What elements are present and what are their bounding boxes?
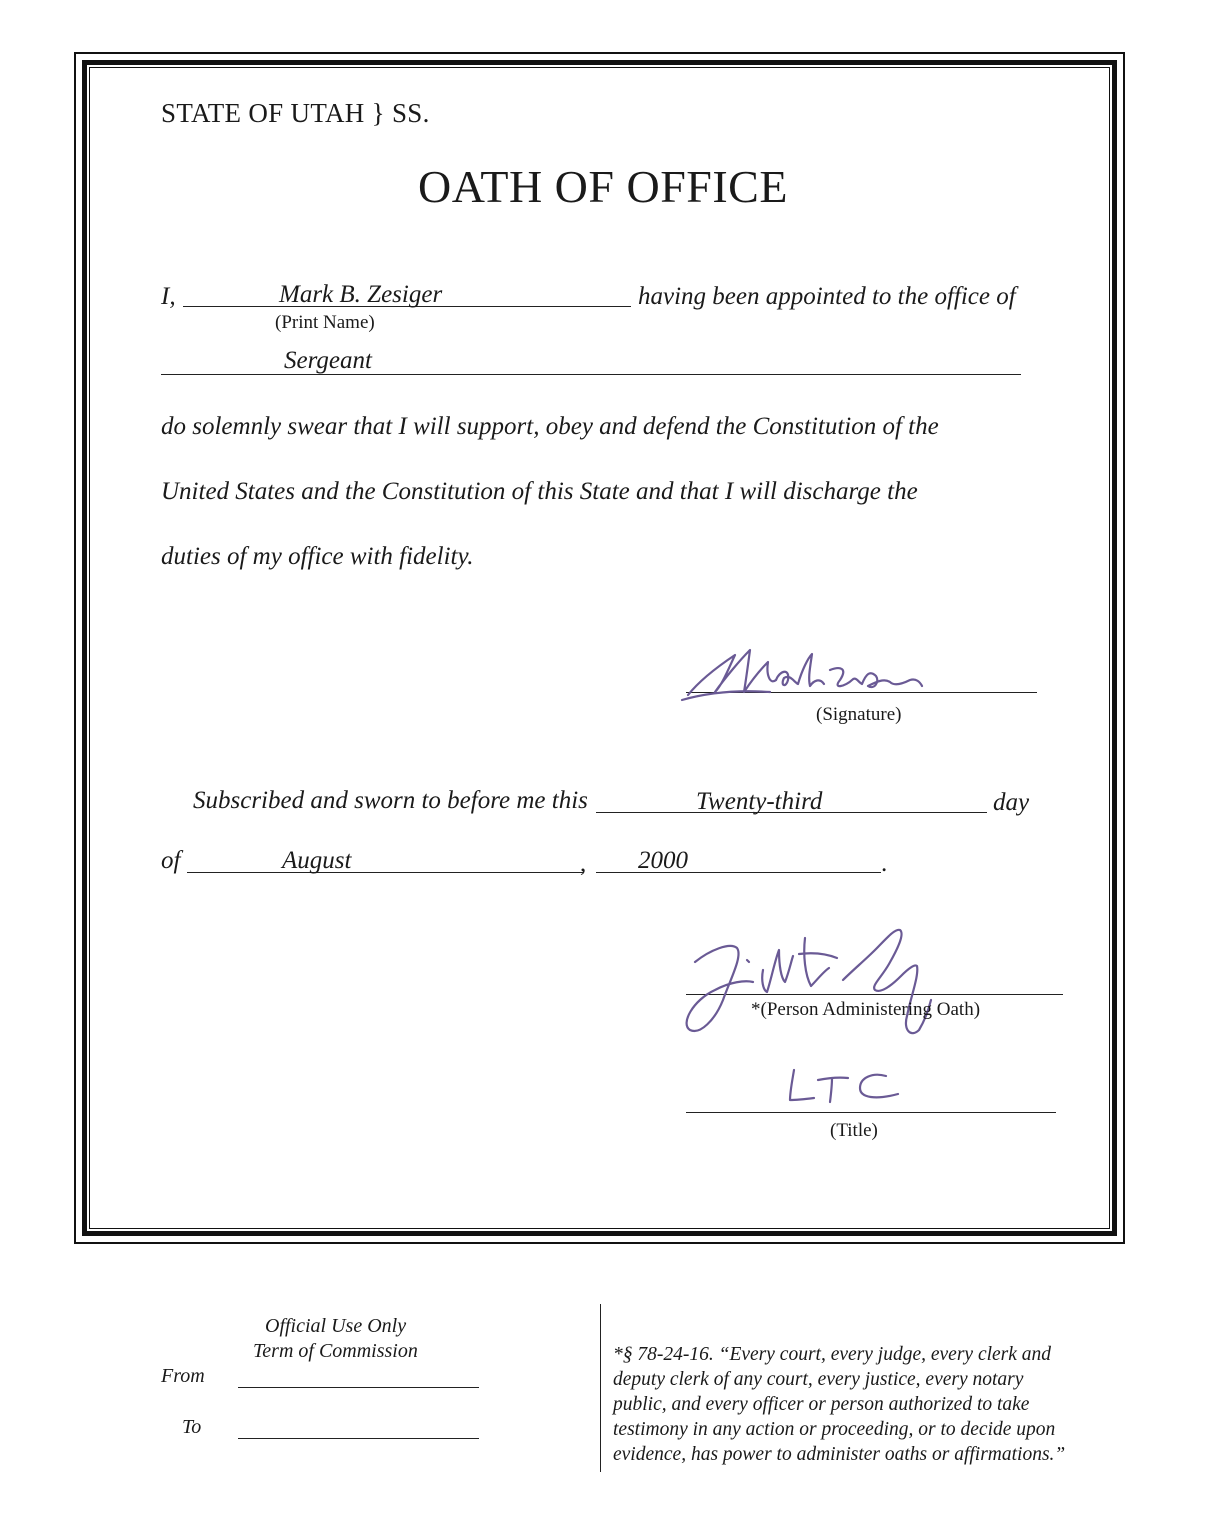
statute-line-4: testimony in any action or proceeding, or to decide upon xyxy=(613,1419,1056,1440)
statute-line-2: deputy clerk of any court, every justice, every notary xyxy=(613,1369,1024,1390)
administrator-title-handwriting xyxy=(780,1064,910,1110)
statute-line-1: *§ 78-24-16. “Every court, every judge, every clerk and xyxy=(613,1344,1052,1365)
to-label: To xyxy=(182,1416,202,1438)
of-word: of xyxy=(161,847,181,874)
state-line: STATE OF UTAH } SS. xyxy=(161,98,430,128)
document-title: OATH OF OFFICE xyxy=(418,161,788,212)
month-comma: , xyxy=(580,850,587,877)
statute-citation xyxy=(613,1342,1113,1467)
sworn-month: August xyxy=(282,847,352,874)
title-caption: (Title) xyxy=(830,1120,878,1141)
sworn-prefix: Subscribed and sworn to before me this xyxy=(193,787,588,814)
year-period: . xyxy=(881,850,888,877)
statute-line-3: public, and every officer or person authorized to take xyxy=(613,1394,1030,1415)
from-line xyxy=(238,1387,479,1388)
print-name-caption: (Print Name) xyxy=(275,312,375,333)
office-title: Sergeant xyxy=(284,347,372,374)
administrator-signature-image xyxy=(675,920,975,1050)
administrator-caption: *(Person Administering Oath) xyxy=(751,999,981,1020)
term-of-commission-heading: Term of Commission xyxy=(253,1340,418,1362)
official-use-heading: Official Use Only xyxy=(265,1315,407,1337)
sworn-year: 2000 xyxy=(638,847,688,874)
sworn-day: Twenty-third xyxy=(696,788,823,815)
title-line xyxy=(686,1112,1056,1113)
to-line xyxy=(238,1438,479,1439)
oath-text-line-3: duties of my office with fidelity. xyxy=(161,543,474,570)
oath-text-line-1: do solemnly swear that I will support, obey and defend the Constitution of the xyxy=(161,413,939,440)
day-word: day xyxy=(993,789,1030,816)
from-label: From xyxy=(161,1365,205,1387)
document-border-inner xyxy=(89,67,1110,1229)
appointment-suffix: having been appointed to the office of xyxy=(638,283,1016,310)
appointee-name: Mark B. Zesiger xyxy=(279,281,443,308)
signature-caption: (Signature) xyxy=(816,704,902,725)
oath-prefix-i: I, xyxy=(161,283,176,310)
oath-text-line-2: United States and the Constitution of this State and that I will discharge the xyxy=(161,478,918,505)
footer-divider xyxy=(600,1304,601,1472)
statute-line-5: evidence, has power to administer oaths or affirmations.” xyxy=(613,1444,1066,1465)
month-line xyxy=(187,872,583,873)
